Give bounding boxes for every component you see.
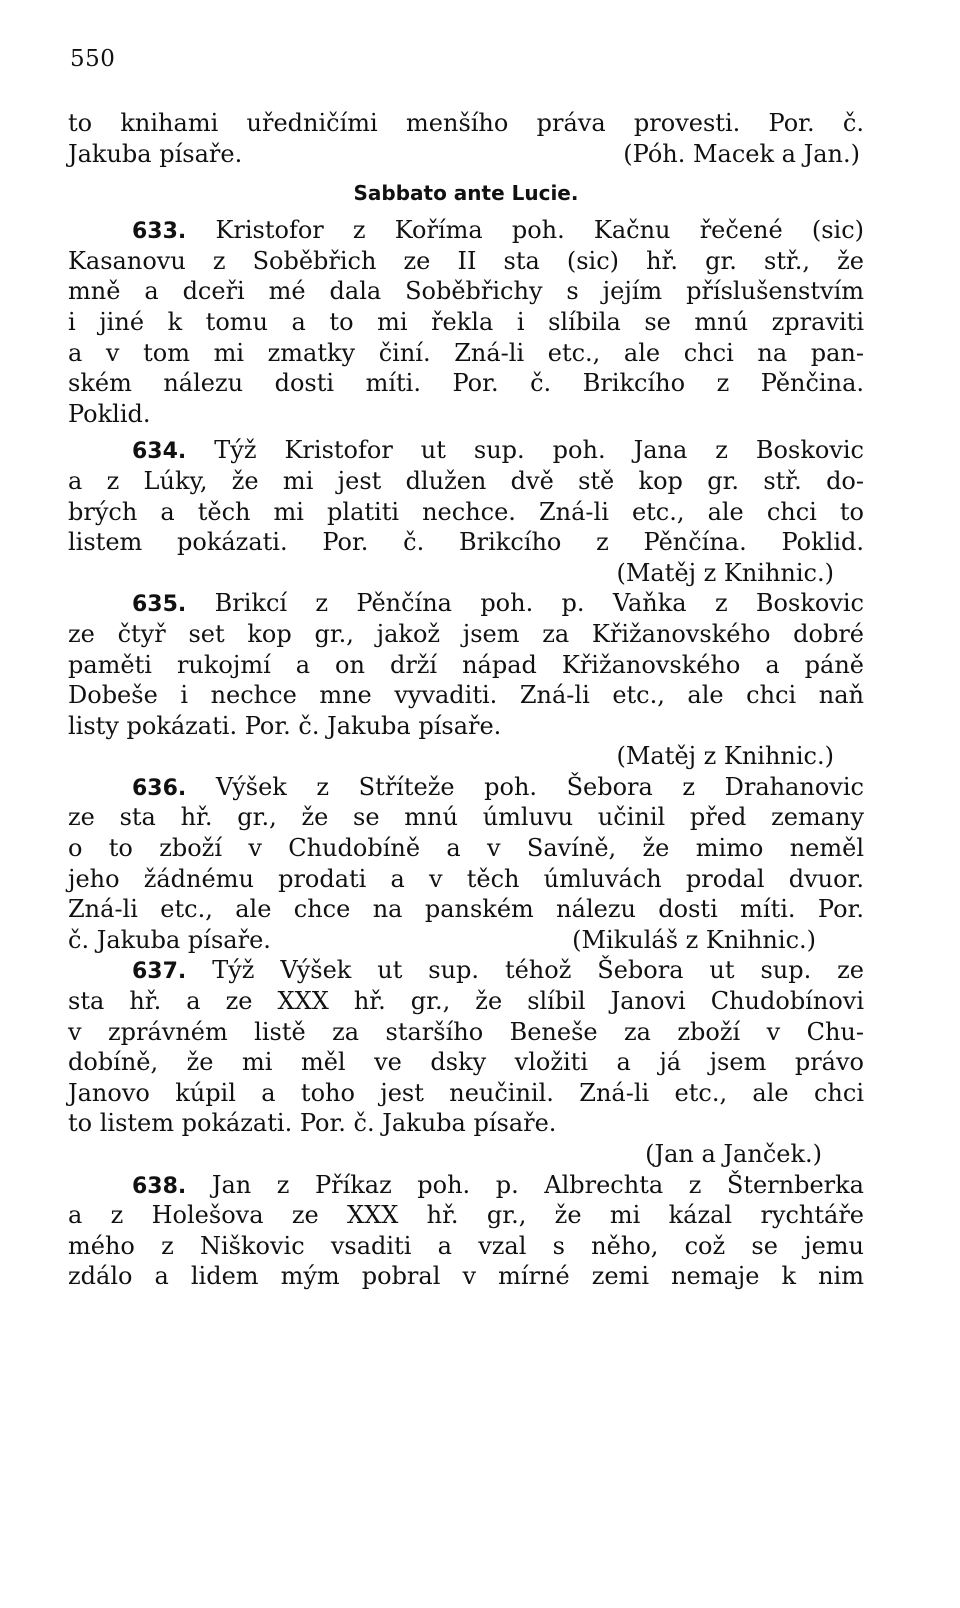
text-line: paměti rukojmí a on drží nápad Křižanovského a páně (68, 650, 864, 679)
signature: (Jan a Janček.) (645, 1140, 822, 1168)
text-line: o to zboží v Chudobíně a v Savíně, že mimo neměl (68, 834, 864, 863)
text-line: a z Holešova ze XXX hř. gr., že mi kázal rychtáře (68, 1201, 864, 1230)
line-text: Brikcí z Pěnčína poh. p. Vaňka z Boskovic (186, 589, 864, 618)
entry-637-first-line (68, 955, 864, 986)
line-text: Kristofor z Kořímа poh. Kačnu řečené (sic) (186, 216, 864, 245)
signature: (Matěj z Knihnic.) (616, 558, 834, 587)
text-line: ze čtyř set kop gr., jakož jsem za Křižanovského dobré (68, 619, 864, 648)
entry-number: 636. (132, 775, 187, 801)
line-text: Týž Kristofor ut sup. poh. Jana z Boskovic (186, 436, 864, 465)
text-line: mně a dceři mé dala Soběbřichy s jejím příslušenstvím (68, 277, 864, 306)
section-heading: Sabbato ante Lucie. (353, 181, 579, 206)
entry-number: 633. (132, 219, 187, 245)
text-line: dobíně, že mi měl ve dsky vložiti a já jsem právo (68, 1048, 864, 1077)
text-line: i jiné k tomu a to mi řekla i slíbila se mnú zpraviti (68, 307, 864, 336)
text-line: Poklid. (68, 399, 151, 428)
entry-635-first-line (68, 588, 864, 619)
text-line: jeho žádnému prodati a v těch úmluvách prodal dvuor. (68, 864, 864, 893)
text-line: Zná-li etc., ale chce na panském nálezu dosti míti. Por. (68, 895, 864, 924)
text-line (68, 139, 864, 170)
text-line: listem pokázati. Por. č. Brikcího z Pěnčína. Poklid. (68, 528, 864, 557)
text-line: to listem pokázati. Por. č. Jakuba písaře. (68, 1109, 557, 1138)
page-number: 550 (70, 46, 116, 72)
text-line: Dobeše i nechce mne vyvaditi. Zná-li etc., ale chci naň (68, 681, 864, 710)
signature: (Póh. Macek a Jan.) (623, 139, 860, 168)
text-line: brých a těch mi platiti nechce. Zná-li etc., ale chci to (68, 497, 864, 526)
entry-number: 637. (132, 959, 187, 985)
body-text (68, 108, 864, 1292)
line-text: č. Jakuba písaře. (68, 925, 271, 954)
text-line: a v tom mi zmatky činí. Zná-li etc., ale chci na pan- (68, 338, 864, 367)
text-line: v zprávném listě za staršího Beneše za zboží v Chu- (68, 1017, 864, 1046)
text-line: listy pokázati. Por. č. Jakuba písaře. (68, 711, 502, 740)
entry-number: 638. (132, 1173, 187, 1199)
entry-633-first-line (68, 215, 864, 246)
text-line: ze sta hř. gr., že se mnú úmluvu učinil před zemany (68, 803, 864, 832)
text-line (68, 925, 864, 956)
entry-638-first-line (68, 1170, 864, 1201)
text-line: Janovo kúpil a toho jest neučinil. Zná-li etc., ale chci (68, 1078, 864, 1107)
text-line: to knihami uředničími menšího práva provesti. Por. č. (68, 109, 864, 137)
entry-number: 634. (132, 439, 187, 465)
entry-number: 635. (132, 592, 187, 618)
text-line: ském nálezu dosti míti. Por. č. Brikcího z Pěnčina. (68, 369, 864, 398)
line-text: Jan z Příkaz poh. p. Albrechta z Šternberka (186, 1170, 864, 1199)
text-line: Kasanovu z Soběbřich ze II sta (sic) hř. gr. stř., že (68, 246, 864, 275)
entry-636-first-line (68, 772, 864, 803)
text-line: sta hř. a ze XXX hř. gr., že slíbil Janovi Chudobínovi (68, 987, 864, 1016)
text-line: mého z Niškovic vsaditi a vzal s něho, což se jemu (68, 1231, 864, 1260)
line-text: Výšek z Stříteže poh. Šebora z Drahanovic (186, 772, 864, 801)
entry-634-first-line (68, 435, 864, 466)
signature: (Mikuláš z Knihnic.) (572, 925, 816, 954)
line-text: Týž Výšek ut sup. téhož Šebora ut sup. ze (186, 956, 864, 985)
signature: (Matěj z Knihnic.) (616, 742, 834, 771)
text-line: zdálo a lidem mým pobral v mírné zemi nemaje k nim (68, 1262, 864, 1291)
line-text: Jakuba písaře. (68, 139, 243, 168)
text-line: a z Lúky, že mi jest dlužen dvě stě kop gr. stř. do- (68, 466, 864, 495)
